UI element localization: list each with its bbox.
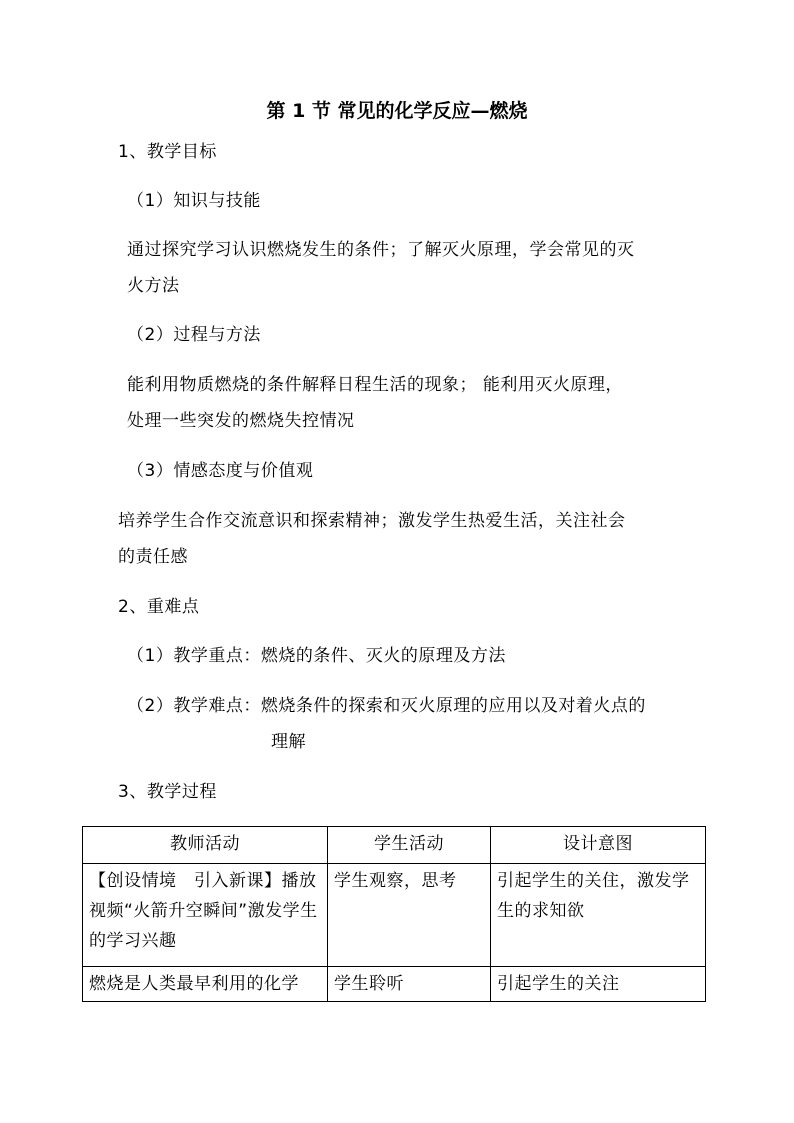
table-cell: 引起学生的关住，激发学生的求知欲 — [491, 864, 706, 967]
header-teacher-activity: 教师活动 — [83, 827, 328, 864]
section-heading-key-points: 2、重难点 — [118, 597, 200, 617]
paragraph-line: 培养学生合作交流意识和探索精神；激发学生热爱生活，关注社会 — [118, 511, 626, 531]
difficult-point-line: （2）教学难点：燃烧条件的探索和灭火原理的应用以及对着火点的 — [127, 696, 646, 716]
header-student-activity: 学生活动 — [328, 827, 491, 864]
paragraph-line: 处理一些突发的燃烧失控情况 — [127, 411, 355, 431]
paragraph-line: 火方法 — [127, 276, 180, 296]
key-point-line: （1）教学重点：燃烧的条件、灭火的原理及方法 — [127, 646, 506, 666]
table-cell: 引起学生的关注 — [491, 967, 706, 1002]
teaching-process-table — [82, 826, 706, 1002]
table-cell: 燃烧是人类最早利用的化学 — [83, 967, 328, 1002]
table-row — [83, 864, 706, 967]
header-design-intent: 设计意图 — [491, 827, 706, 864]
paragraph-line: 通过探究学习认识燃烧发生的条件；了解灭火原理，学会常见的灭 — [127, 240, 635, 260]
subheading-knowledge-skills: （1）知识与技能 — [127, 191, 261, 211]
section-heading-objectives: 1、教学目标 — [118, 142, 217, 162]
table-cell: 学生观察，思考 — [328, 864, 491, 967]
table-row — [83, 967, 706, 1002]
subheading-attitudes-values: （3）情感态度与价值观 — [127, 461, 314, 481]
section-heading-teaching-process: 3、教学过程 — [118, 782, 217, 802]
paragraph-line: 能利用物质燃烧的条件解释日程生活的现象； 能利用灭火原理， — [127, 375, 623, 395]
paragraph-line: 的责任感 — [118, 547, 188, 567]
table-cell: 学生聆听 — [328, 967, 491, 1002]
table-header-row — [83, 827, 706, 864]
subheading-process-methods: （2）过程与方法 — [127, 325, 261, 345]
table-cell: 【创设情境 引入新课】播放视频“火箭升空瞬间”激发学生的学习兴趣 — [83, 864, 328, 967]
document-title: 第 1 节 常见的化学反应—燃烧 — [266, 100, 528, 122]
difficult-point-continuation: 理解 — [271, 732, 306, 752]
